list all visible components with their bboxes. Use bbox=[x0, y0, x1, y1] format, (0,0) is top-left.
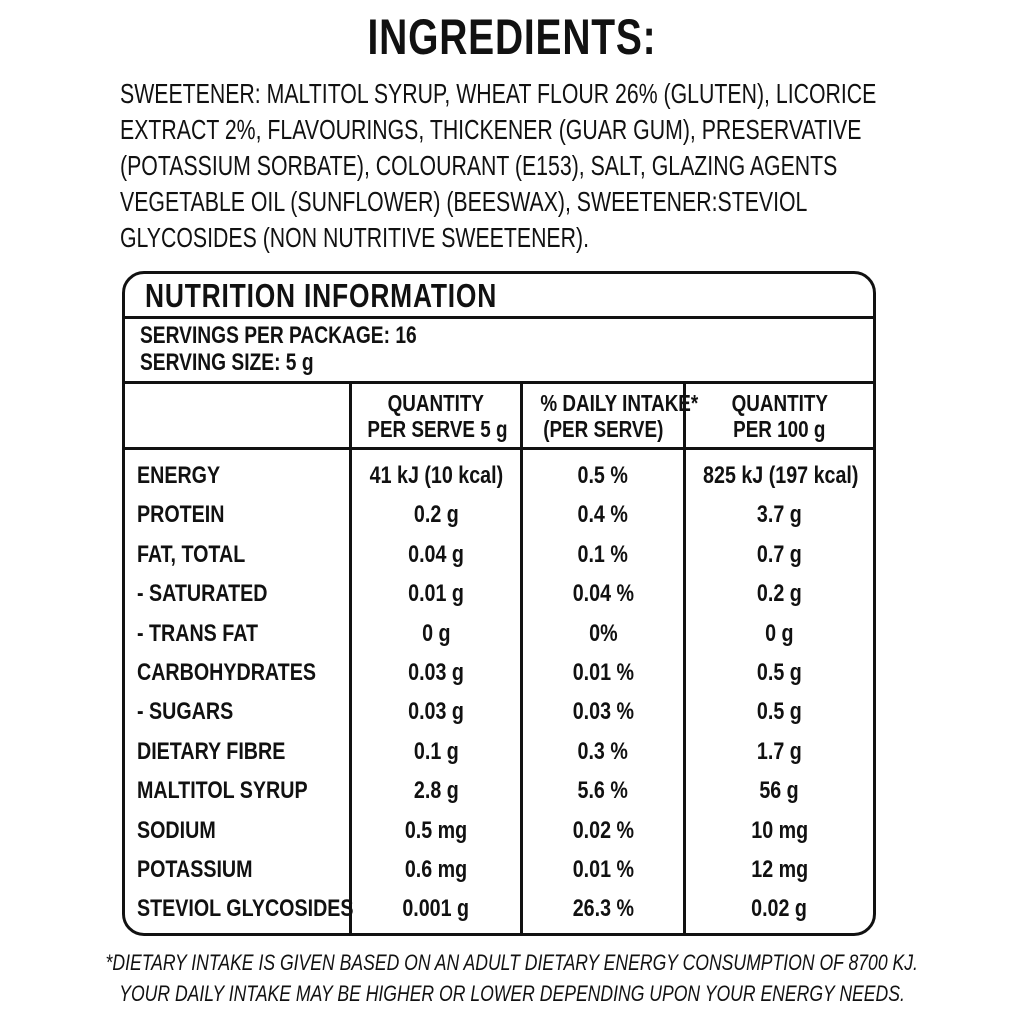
per-100-value: 0.5 g bbox=[757, 659, 802, 686]
per-100-value: 12 mg bbox=[751, 856, 808, 883]
daily-intake-value: 0.01 % bbox=[572, 856, 634, 883]
daily-intake-value-cell bbox=[523, 501, 683, 529]
nutrient-name-cell bbox=[137, 659, 355, 687]
daily-intake-value-cell bbox=[523, 738, 683, 766]
per-serve-value: 0.5 mg bbox=[404, 816, 468, 844]
daily-intake-value: 0% bbox=[588, 619, 618, 647]
per-serve-value-cell bbox=[352, 580, 520, 608]
ingredients-text bbox=[120, 76, 877, 256]
ingredients-line: (POTASSIUM SORBATE), COLOURANT (E153), SALT, GLAZING AGENTS bbox=[120, 150, 838, 181]
daily-intake-value-cell bbox=[523, 698, 683, 726]
daily-intake-value: 0.3 % bbox=[577, 737, 629, 765]
nutrient-name: - TRANS FAT bbox=[137, 619, 258, 647]
per-serve-value-cell bbox=[352, 501, 520, 529]
ingredients-line: VEGETABLE OIL (SUNFLOWER) (BEESWAX), SWEETENER:STEVIOL bbox=[120, 186, 808, 217]
daily-intake-value: 5.6 % bbox=[577, 777, 629, 805]
daily-intake-value-cell bbox=[523, 462, 683, 490]
per-serve-value: 0.01 g bbox=[408, 580, 464, 608]
per-100-value: 56 g bbox=[759, 777, 800, 805]
per-serve-value-cell bbox=[352, 738, 520, 766]
nutrient-name-cell bbox=[137, 777, 345, 805]
per-100-value-cell bbox=[686, 738, 873, 766]
table-row bbox=[125, 456, 873, 495]
table-row bbox=[125, 574, 873, 613]
table-row bbox=[125, 535, 873, 574]
nutrient-name: POTASSIUM bbox=[137, 856, 253, 883]
per-serve-value-cell bbox=[352, 541, 520, 569]
per-serve-value: 0.03 g bbox=[408, 659, 464, 686]
nutrient-name-cell bbox=[137, 580, 296, 608]
per-100-value-cell bbox=[686, 856, 873, 884]
daily-intake-value: 0.4 % bbox=[577, 501, 629, 529]
servings-per-package: SERVINGS PER PACKAGE: 16 bbox=[140, 322, 417, 349]
per-100-value-cell bbox=[686, 462, 873, 490]
nutrition-title-row bbox=[125, 274, 873, 319]
nutrition-title: NUTRITION INFORMATION bbox=[145, 277, 498, 314]
daily-intake-value-cell bbox=[523, 580, 683, 608]
table-row bbox=[125, 732, 873, 771]
table-header-row bbox=[125, 384, 873, 450]
header-per-serve-line1: QUANTITY bbox=[387, 390, 485, 416]
per-100-value-cell bbox=[686, 698, 873, 726]
per-100-value-cell bbox=[686, 541, 873, 569]
serving-size: SERVING SIZE: 5 g bbox=[140, 349, 314, 376]
daily-intake-value-cell bbox=[523, 620, 683, 648]
header-daily-line1: % DAILY INTAKE* bbox=[540, 390, 699, 416]
footnote-line-1 bbox=[0, 948, 1024, 978]
per-serve-value-cell bbox=[352, 817, 520, 845]
per-serve-value-cell bbox=[352, 462, 520, 490]
per-serve-value: 0.001 g bbox=[402, 895, 470, 923]
per-serve-value: 41 kJ (10 kcal) bbox=[369, 462, 503, 489]
nutrient-name: PROTEIN bbox=[137, 501, 225, 529]
per-serve-value-cell bbox=[352, 856, 520, 884]
nutrient-name: - SUGARS bbox=[137, 698, 234, 726]
per-serve-value: 0.03 g bbox=[408, 698, 464, 726]
per-100-value-cell bbox=[686, 659, 873, 687]
per-100-value-cell bbox=[686, 777, 873, 805]
footnote-line-2 bbox=[0, 979, 1024, 1009]
per-serve-value: 0.6 mg bbox=[404, 856, 468, 883]
table-row bbox=[125, 653, 873, 692]
per-100-value: 10 mg bbox=[751, 816, 808, 844]
nutrient-name: CARBOHYDRATES bbox=[137, 659, 316, 686]
per-100-value-cell bbox=[686, 620, 873, 648]
per-100-value: 0.5 g bbox=[757, 698, 802, 726]
daily-intake-value-cell bbox=[523, 777, 683, 805]
footnote-text: YOUR DAILY INTAKE MAY BE HIGHER OR LOWER DEPENDING UPON YOUR ENERGY NEEDS. bbox=[119, 981, 905, 1006]
ingredients-line: SWEETENER: MALTITOL SYRUP, WHEAT FLOUR 26% (GLUTEN), LICORICE bbox=[120, 78, 877, 109]
servings-row bbox=[125, 319, 873, 384]
per-100-value: 1.7 g bbox=[757, 737, 802, 765]
daily-intake-value-cell bbox=[523, 541, 683, 569]
table-row bbox=[125, 811, 873, 850]
daily-intake-value-cell bbox=[523, 856, 683, 884]
nutrient-name-cell bbox=[137, 462, 238, 490]
nutrient-name-cell bbox=[137, 698, 254, 726]
table-row bbox=[125, 889, 873, 928]
footnote-text: *DIETARY INTAKE IS GIVEN BASED ON AN ADULT DIETARY ENERGY CONSUMPTION OF 8700 KJ. bbox=[105, 950, 919, 975]
per-100-value-cell bbox=[686, 895, 873, 923]
daily-intake-value: 0.01 % bbox=[572, 659, 634, 686]
daily-intake-value: 0.04 % bbox=[572, 580, 634, 608]
per-serve-value: 0.1 g bbox=[413, 737, 459, 765]
daily-intake-value: 0.5 % bbox=[577, 462, 629, 489]
nutrition-table bbox=[125, 384, 873, 936]
per-100-value: 0 g bbox=[765, 619, 794, 647]
header-daily-line2: (PER SERVE) bbox=[542, 416, 664, 442]
per-100-value: 0.2 g bbox=[757, 580, 802, 608]
ingredients-title: INGREDIENTS: bbox=[367, 9, 657, 65]
daily-intake-value-cell bbox=[523, 817, 683, 845]
per-100-value: 0.02 g bbox=[751, 895, 808, 923]
nutrient-name-cell bbox=[137, 738, 318, 766]
per-serve-value-cell bbox=[352, 620, 520, 648]
per-100-value-cell bbox=[686, 817, 873, 845]
header-per-100 bbox=[686, 390, 873, 442]
per-100-value: 0.7 g bbox=[757, 540, 802, 568]
table-row bbox=[125, 771, 873, 810]
per-serve-value: 0.04 g bbox=[408, 540, 464, 568]
ingredients-line: EXTRACT 2%, FLAVOURINGS, THICKENER (GUAR GUM), PRESERVATIVE bbox=[120, 114, 862, 145]
per-100-value-cell bbox=[686, 580, 873, 608]
table-row bbox=[125, 614, 873, 653]
per-serve-value-cell bbox=[352, 777, 520, 805]
nutrient-name: STEVIOL GLYCOSIDES bbox=[137, 895, 354, 923]
nutrient-name-cell bbox=[137, 817, 233, 845]
daily-intake-value: 0.03 % bbox=[572, 698, 634, 726]
ingredients-line: GLYCOSIDES (NON NUTRITIVE SWEETENER). bbox=[120, 222, 589, 253]
table-row bbox=[125, 850, 873, 889]
nutrient-name: DIETARY FIBRE bbox=[137, 737, 286, 765]
daily-intake-value: 0.1 % bbox=[577, 540, 629, 568]
nutrient-name-cell bbox=[137, 541, 269, 569]
per-100-value-cell bbox=[686, 501, 873, 529]
per-100-value: 825 kJ (197 kcal) bbox=[703, 462, 859, 489]
nutrient-name-cell bbox=[137, 856, 278, 884]
per-serve-value: 0.2 g bbox=[413, 501, 459, 529]
per-serve-value: 2.8 g bbox=[413, 777, 459, 805]
nutrient-name: ENERGY bbox=[137, 462, 221, 489]
nutrient-name: FAT, TOTAL bbox=[137, 540, 246, 568]
nutrient-name-cell bbox=[137, 501, 244, 529]
nutrient-name-cell bbox=[137, 620, 285, 648]
per-serve-value-cell bbox=[352, 895, 520, 923]
per-serve-value: 0 g bbox=[421, 619, 451, 647]
per-serve-value-cell bbox=[352, 698, 520, 726]
daily-intake-value: 26.3 % bbox=[572, 895, 634, 923]
nutrition-panel bbox=[122, 271, 876, 936]
header-per-100-line2: PER 100 g bbox=[733, 416, 826, 442]
nutrient-name: MALTITOL SYRUP bbox=[137, 777, 308, 805]
header-per-serve-line2: PER SERVE 5 g bbox=[367, 416, 508, 442]
nutrient-name: SODIUM bbox=[137, 816, 216, 844]
header-per-serve bbox=[352, 390, 520, 442]
header-daily-intake bbox=[523, 390, 699, 442]
daily-intake-value-cell bbox=[523, 895, 683, 923]
per-serve-value-cell bbox=[352, 659, 520, 687]
table-row bbox=[125, 692, 873, 731]
daily-intake-value: 0.02 % bbox=[572, 816, 634, 844]
table-row bbox=[125, 495, 873, 534]
per-100-value: 3.7 g bbox=[757, 501, 802, 529]
header-per-100-line1: QUANTITY bbox=[731, 390, 828, 416]
nutrient-name: - SATURATED bbox=[137, 580, 268, 608]
daily-intake-value-cell bbox=[523, 659, 683, 687]
